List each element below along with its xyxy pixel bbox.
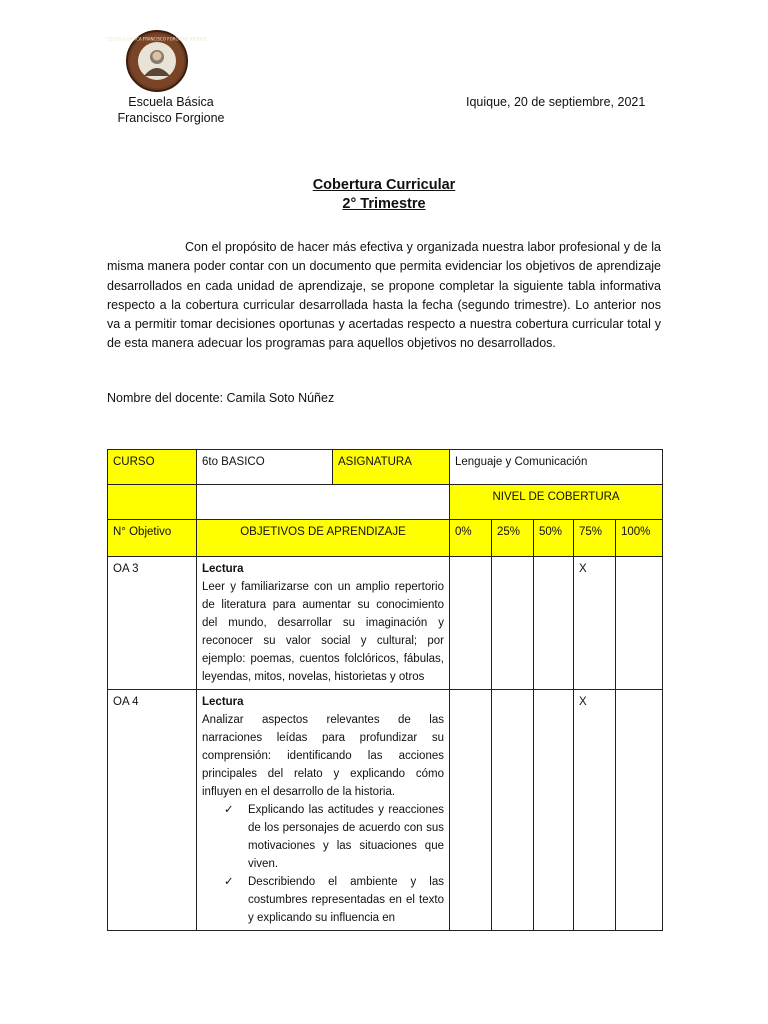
mark-50 [534, 557, 574, 690]
school-name [106, 94, 236, 126]
curso-label: CURSO [108, 450, 197, 485]
level-header-0: 0% [450, 520, 492, 557]
title-line2: 2° Trimestre [342, 196, 426, 212]
list-item: ✓ Explicando las actitudes y reacciones de los personajes de acuerdo con sus motivaciones y las situaciones que viven. [224, 801, 444, 873]
document-title [0, 176, 768, 214]
objective-id: OA 4 [108, 690, 197, 931]
check-icon: ✓ [224, 876, 234, 888]
objective-description [197, 557, 450, 690]
school-name-line1: Escuela Básica [128, 95, 214, 109]
blank-yellow-cell [108, 485, 197, 520]
col-objetivos-aprendizaje-header: OBJETIVOS DE APRENDIZAJE [197, 520, 450, 557]
objective-id: OA 3 [108, 557, 197, 690]
asignatura-label: ASIGNATURA [333, 450, 450, 485]
objective-description [197, 690, 450, 931]
objective-heading: Lectura [202, 563, 244, 575]
objective-bullets [202, 801, 444, 927]
col-objetivo-header: N° Objetivo [108, 520, 197, 557]
intro-text: Con el propósito de hacer más efectiva y organizada nuestra labor profesional y de la misma manera poder contar con un documento que permita evidenciar los objetivos de aprendizaje desarrollados en cada unidad de aprendizaje, se propone completar la siguiente tabla informativa respecto a la cobertura curricular desarrollada hasta la fecha (segundo trimestre). Lo anterior nos va a permitir tomar decisiones oportunas y acertadas respecto a nuestra cobertura curricular total y de esta manera adecuar los programas para aquellos objetivos no desarrollados. [107, 240, 661, 351]
curso-value: 6to BASICO [197, 450, 333, 485]
mark-25 [492, 557, 534, 690]
mark-100 [616, 690, 663, 931]
mark-0 [450, 557, 492, 690]
mark-100 [616, 557, 663, 690]
objective-heading: Lectura [202, 696, 244, 708]
teacher-name: Nombre del docente: Camila Soto Núñez [107, 391, 335, 405]
table-row [108, 690, 663, 931]
mark-75: X [574, 557, 616, 690]
school-name-line2: Francisco Forgione [117, 111, 225, 125]
mark-75: X [574, 690, 616, 931]
school-seal-logo [107, 30, 207, 92]
level-header-25: 25% [492, 520, 534, 557]
objective-text: Analizar aspectos relevantes de las narraciones leídas para profundizar su comprensión: identificando las acciones principales del relato y explicando cómo influyen en el desarrollo de la historia. [202, 714, 444, 798]
intro-paragraph [107, 238, 661, 354]
check-icon: ✓ [224, 804, 234, 816]
list-item: ✓ Describiendo el ambiente y las costumbres representadas en el texto y explicando su influencia en [224, 873, 444, 927]
mark-25 [492, 690, 534, 931]
document-date: Iquique, 20 de septiembre, 2021 [466, 95, 646, 109]
coverage-table [107, 449, 663, 931]
table-row [108, 557, 663, 690]
seal-top-text: ESCUELA BÁSICA FRANCISCO FORGIONE IQUIQUE [107, 36, 207, 42]
asignatura-value: Lenguaje y Comunicación [450, 450, 663, 485]
level-header-100: 100% [616, 520, 663, 557]
mark-50 [534, 690, 574, 931]
school-seal-icon [107, 32, 207, 90]
title-line1: Cobertura Curricular [312, 177, 456, 193]
level-header-50: 50% [534, 520, 574, 557]
mark-0 [450, 690, 492, 931]
objective-text: Leer y familiarizarse con un amplio repertorio de literatura para aumentar su conocimiento del mundo, desarrollar su imaginación y reconocer su valor social y cultural; por ejemplo: poemas, cuentos folclóricos, fábulas, leyendas, mitos, novelas, historietas y otros [202, 581, 444, 683]
level-header-75: 75% [574, 520, 616, 557]
nivel-cobertura-header: NIVEL DE COBERTURA [450, 485, 663, 520]
blank-cell [197, 485, 450, 520]
